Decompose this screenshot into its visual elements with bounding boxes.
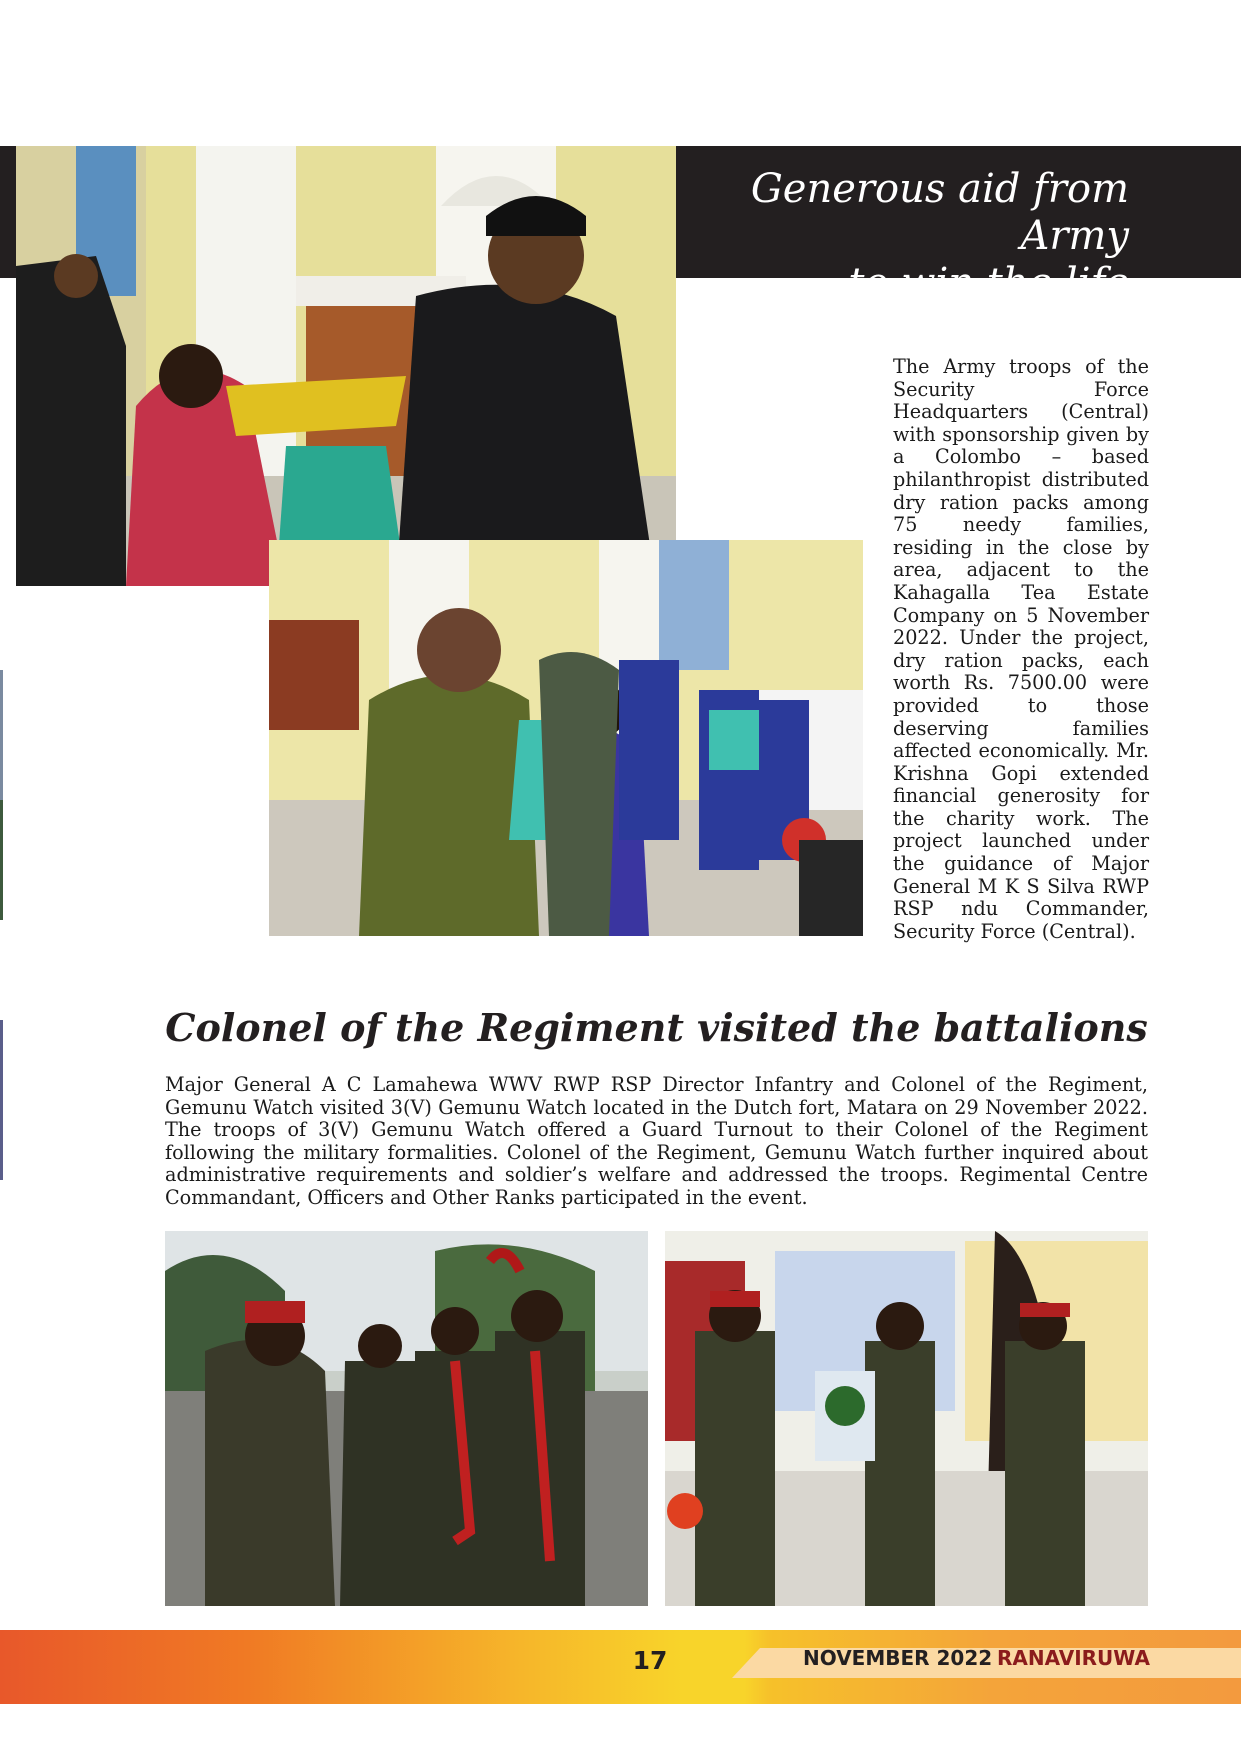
photo-ration-handover (16, 146, 676, 586)
article-title (659, 166, 1129, 307)
edge-strip (0, 800, 3, 920)
photo-guard-turnout (165, 1231, 648, 1606)
edge-strip (0, 670, 3, 800)
article-title-line: Generous aid from Army (750, 166, 1129, 259)
article-body: Major General A C Lamahewa WWV RWP RSP Director Infantry and Colonel of the Regiment, Gemunu Watch visited 3(V) Gemunu Watch located in the Dutch fort, Matara on 29 November 2022. The troops of 3(V) Gemunu Watch offered a Guard Turnout to their Colonel of the Regiment following the military formalities. Colonel of the Regiment, Gemunu Watch further inquired about administrative requirements and soldier’s welfare and addressed the troops. Regimental Centre Commandant, Officers and Other Ranks participated in the event. (165, 1073, 1148, 1209)
photo-memento-presentation (665, 1231, 1148, 1606)
page-number: 17 (632, 1646, 668, 1675)
magazine-name: RANAVIRUWA (997, 1646, 1150, 1670)
article-headline: Colonel of the Regiment visited the battalions (165, 1005, 1148, 1050)
issue-date: NOVEMBER 2022 (803, 1646, 993, 1670)
edge-strip (0, 1020, 3, 1180)
article-body: The Army troops of the Security Force Headquarters (Central) with sponsorship given by a Colombo – based philanthropist distributed dry ration packs among 75 needy families, residing in the close by area, adjacent to the Kahagalla Tea Estate Company on 5 November 2022. Under the project, dry ration packs, each worth Rs. 7500.00 were provided to those deserving families affected economically. Mr. Krishna Gopi extended financial generosity for the charity work. The project launched under the guidance of Major General M K S Silva RWP RSP ndu Commander, Security Force (Central). (893, 355, 1149, 943)
photo-bag-distribution (269, 540, 863, 936)
article-title-line: to win the life (848, 260, 1129, 306)
